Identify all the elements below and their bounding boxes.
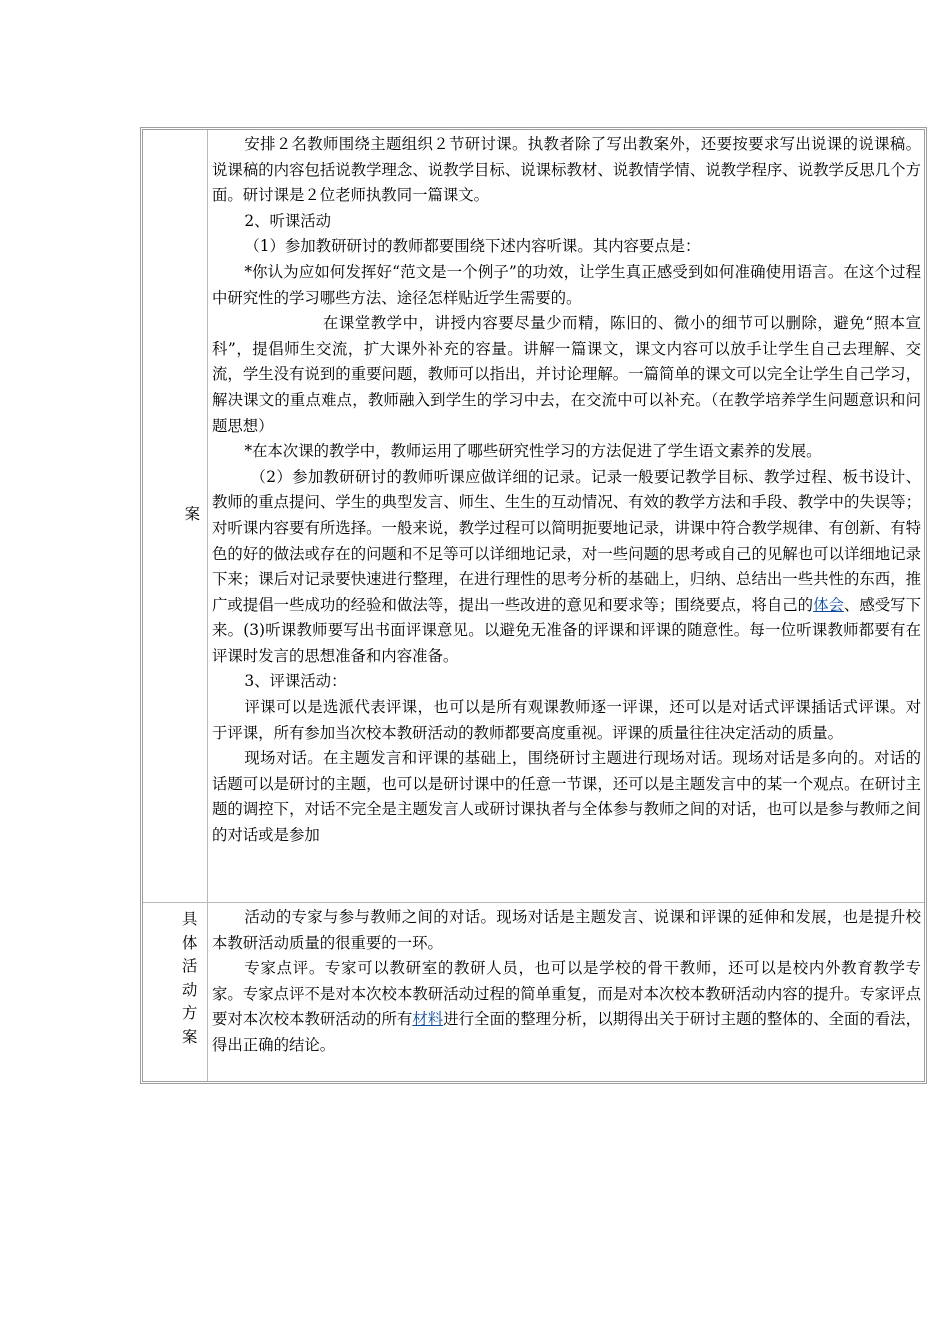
paragraph: 活动的专家与参与教师之间的对话。现场对话是主题发言、说课和评课的延伸和发展，也是提升校本教研活动质量的很重要的一环。 [212, 908, 921, 952]
link-tihui[interactable]: 体会 [813, 595, 844, 614]
row-content-cell [208, 130, 924, 902]
paragraph: 现场对话。在主题发言和评课的基础上，围绕研讨主题进行现场对话。现场对话是多向的。对话的话题可以是研讨的主题，也可以是研讨课中的任意一节课，还可以是主题发言中的某一个观点。在研讨主题的调控下，对话不完全是主题发言人或研讨课执者与全体参与教师之间的对话，也可以是参与教师之间的对话或是参加 [212, 749, 921, 845]
row-label-cell [143, 130, 208, 902]
text-span: （2）参加教研研讨的教师听课应做详细的记录。记录一般要记教学目标、教学过程、板书设计、教师的重点提问、学生的典型发言、师生、生生的互动情况、有效的教学方法和手段、教学中的失误等；对听课内容要有所选择。一般来说，教学过程可以简明扼要地记录，讲课中符合教学规律、有创新、有特色的好的做法或存在的问题和不足等可以详细地记录，对一些问题的思考或自己的见解也可以详细地记录下来；课后对记录要快速进行整理，在进行理性的思考分析的基础上，归纳、总结出一些共性的东西，推广或提倡一些成功的经验和做法等，提出一些改进的意见和要求等；围绕要点，将自己的 [212, 467, 921, 614]
paragraph [212, 956, 921, 1058]
table-row [143, 130, 924, 903]
paragraph: 安排２名教师围绕主题组织２节研讨课。执教者除了写出教案外，还要按要求写出说课的说课稿。说课稿的内容包括说教学理念、说教学目标、说课标教材、说教情学情、说教学程序、说教学反思几个方面。研讨课是２位老师执教同一篇课文。 [212, 135, 921, 205]
paragraph: 评课可以是选派代表评课，也可以是所有观课教师逐一评课，还可以是对话式评课插话式评课。对于评课，所有参加当次校本教研活动的教师都要高度重视。评课的质量往往决定活动的质量。 [212, 698, 921, 742]
row-label: 具体活动方案 [182, 910, 198, 1046]
paragraph: *在本次课的教学中，教师运用了哪些研究性学习的方法促进了学生语文素养的发展。 [244, 442, 822, 461]
paragraph: 在课堂教学中，讲授内容要尽量少而精，陈旧的、微小的细节可以删除，避免“照本宣科”，提倡师生交流，扩大课外补充的容量。讲解一篇课文，课文内容可以放手让学生自己去理解、交流，学生没有说到的重要问题，教师可以指出，并讨论理解。一篇简单的课文可以完全让学生自己学习，解决课文的重点难点，教师融入到学生的学习中去，在交流中可以补充。（在教学培养学生问题意识和问题思想） [212, 314, 921, 435]
table-row [143, 903, 924, 1081]
text-span: 进行全面的整理分析，以期得出关于研讨主题的整体的、全面的看法，得出正确的结论。 [212, 1010, 921, 1054]
text-span: 专家点评。专家可以教研室的教研人员，也可以是学校的骨干教师，还可以是校内外教育教学专家。专家点评不是对本次校本教研活动过程的简单重复，而是对本次校本教研活动内容的提升。专家评点要对本次校本教研活动的所有 [212, 959, 921, 1029]
paragraph [212, 465, 921, 670]
section-heading: 2、听课活动 [244, 211, 332, 230]
text-span: 、感受写下来。(3)听课教师要写出书面评课意见。以避免无准备的评课和评课的随意性。每一位听课教师都要有在评课时发言的思想准备和内容准备。 [212, 595, 921, 665]
activity-plan-table [140, 127, 927, 1084]
section-heading: 3、评课活动： [244, 672, 347, 691]
paragraph: *你认为应如何发挥好“范文是一个例子”的功效，让学生真正感受到如何准确使用语言。在这个过程中研究性的学习哪些方法、途径怎样贴近学生需要的。 [212, 262, 921, 307]
row-content-cell [208, 903, 924, 1081]
row-label: 案 [184, 505, 200, 523]
link-cailiao[interactable]: 材料 [412, 1010, 444, 1029]
row-label-cell [143, 903, 208, 1081]
paragraph: （1）参加教研研讨的教师都要围绕下述内容听课。其内容要点是： [244, 237, 701, 256]
